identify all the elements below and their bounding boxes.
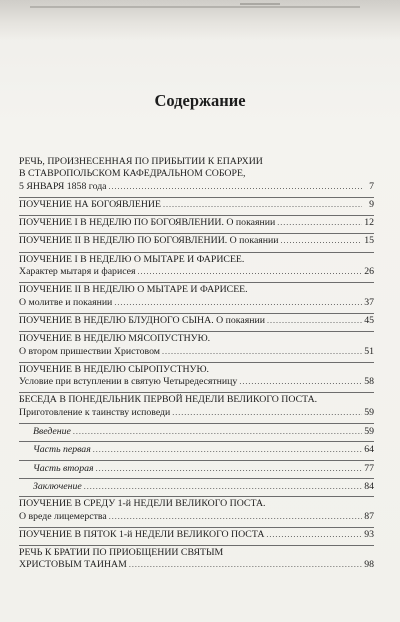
toc-entry-title: О вреде лицемерства [19,510,107,522]
toc-entry [19,197,374,215]
toc-subentry-row [19,481,374,493]
toc-entry-row [19,529,374,541]
table-of-contents [19,155,374,576]
toc-entry [19,313,374,331]
toc-subentry [19,460,374,478]
page-number: 9 [369,198,374,210]
dot-leader [162,346,362,358]
page-number: 77 [364,462,374,474]
toc-entry-row [19,297,374,309]
toc-entry-heading-line: ПОУЧЕНИЕ В СРЕДУ 1-й НЕДЕЛИ ВЕЛИКОГО ПОСТА. [19,498,266,510]
toc-entry [19,496,374,527]
dot-leader [93,444,362,456]
dot-leader [172,407,362,419]
toc-subentry [19,441,374,459]
toc-entry [19,545,374,576]
page-number: 93 [364,528,374,540]
toc-entry [19,233,374,251]
page-number: 87 [364,510,374,522]
page-number: 7 [369,180,374,192]
dot-leader [129,559,362,571]
toc-entry-heading-line: ПОУЧЕНИЕ В НЕДЕЛЮ МЯСОПУСТНУЮ. [19,333,211,345]
dot-leader [84,481,362,493]
toc-entry-row [19,346,374,358]
toc-entry-heading-line: РЕЧЬ, ПРОИЗНЕСЕННАЯ ПО ПРИБЫТИИ К ЕПАРХИИ [19,156,263,167]
toc-entry-row [19,559,374,571]
toc-entry-heading-line: ПОУЧЕНИЕ I В НЕДЕЛЮ О МЫТАРЕ И ФАРИСЕЕ. [19,253,245,265]
page-number: 51 [364,345,374,357]
toc-entry-row [19,315,374,327]
toc-entry [19,331,374,362]
toc-entry-row [19,181,374,193]
dot-leader [267,315,362,327]
toc-entry-row [19,376,374,388]
toc-subentry [19,478,374,496]
page-number: 98 [364,559,374,571]
toc-entry-title: О втором пришествии Христовом [19,345,161,357]
toc-entry-title: 5 ЯНВАРЯ 1858 года [19,180,107,192]
bleed-line [30,6,360,8]
page-number: 15 [364,235,374,247]
toc-entry-title: Приготовление к таинству исповеди [19,406,171,418]
toc-entry-title: ПОУЧЕНИЕ НА БОГОЯВЛЕНИЕ [19,198,161,210]
bleed-line [240,3,280,5]
page-number: 26 [364,266,374,278]
toc-entry [19,282,374,313]
toc-entry-title: Условие при вступлении в святую Четыредесятницу [19,376,238,388]
toc-subentry-title: Заключение [33,480,82,492]
toc-entry-row [19,511,374,523]
toc-entry-title: ПОУЧЕНИЕ I В НЕДЕЛЮ ПО БОГОЯВЛЕНИИ. О покаянии [19,217,276,229]
toc-entry-title: Характер мытаря и фарисея [19,266,136,278]
page-number: 37 [364,296,374,308]
toc-entry-title: ПОУЧЕНИЕ В НЕДЕЛЮ БЛУДНОГО СЫНА. О покаянии [19,314,265,326]
toc-entry-row [19,235,374,247]
dot-leader [96,463,362,475]
page-number: 64 [364,444,374,456]
page-title: Содержание [154,91,246,110]
dot-leader [277,217,362,229]
toc-subentry-title: Введение [33,426,71,438]
toc-subentry-row [19,463,374,475]
dot-leader [109,511,362,523]
page-number: 59 [364,406,374,418]
toc-entry [19,527,374,545]
toc-entry [19,392,374,423]
toc-entry [19,215,374,233]
toc-entry-row [19,199,374,211]
toc-entry-row [19,217,374,229]
page-number: 84 [364,480,374,492]
toc-entry [19,252,374,283]
toc-subentry [19,423,374,441]
dot-leader [266,529,362,541]
toc-subentry-row [19,444,374,456]
dot-leader [73,426,362,438]
toc-entry-heading-line: В СТАВРОПОЛЬСКОМ КАФЕДРАЛЬНОМ СОБОРЕ, [19,168,246,180]
toc-subentry-title: Часть первая [33,444,91,456]
toc-entry-heading-line: РЕЧЬ К БРАТИИ ПО ПРИОБЩЕНИИ СВЯТЫМ [19,547,224,559]
page-number: 12 [364,217,374,229]
page-number: 45 [364,314,374,326]
toc-subentry-row [19,426,374,438]
toc-entry-title: ХРИСТОВЫМ ТАИНАМ [19,559,127,571]
dot-leader [109,181,362,193]
toc-entry-heading-line: ПОУЧЕНИЕ II В НЕДЕЛЮ О МЫТАРЕ И ФАРИСЕЕ. [19,284,248,296]
toc-entry [19,155,374,197]
toc-entry-row [19,407,374,419]
toc-entry-heading-line: ПОУЧЕНИЕ В НЕДЕЛЮ СЫРОПУСТНУЮ. [19,363,209,375]
toc-entry-title: ПОУЧЕНИЕ II В НЕДЕЛЮ ПО БОГОЯВЛЕНИИ. О покаянии [19,235,279,247]
page-number: 59 [364,426,374,438]
dot-leader [239,376,362,388]
dot-leader [114,297,362,309]
page-number: 58 [364,376,374,388]
dot-leader [281,235,362,247]
toc-entry-title: ПОУЧЕНИЕ В ПЯТОК 1-й НЕДЕЛИ ВЕЛИКОГО ПОСТА [19,528,265,540]
toc-subentry-title: Часть вторая [33,462,94,474]
previous-page-bleed [0,0,400,40]
toc-entry-title: О молитве и покаянии [19,296,113,308]
toc-entry-row [19,266,374,278]
dot-leader [163,199,362,211]
toc-entry [19,362,374,393]
dot-leader [138,266,362,278]
toc-entry-heading-line: БЕСЕДА В ПОНЕДЕЛЬНИК ПЕРВОЙ НЕДЕЛИ ВЕЛИКОГО ПОСТА. [19,394,318,406]
